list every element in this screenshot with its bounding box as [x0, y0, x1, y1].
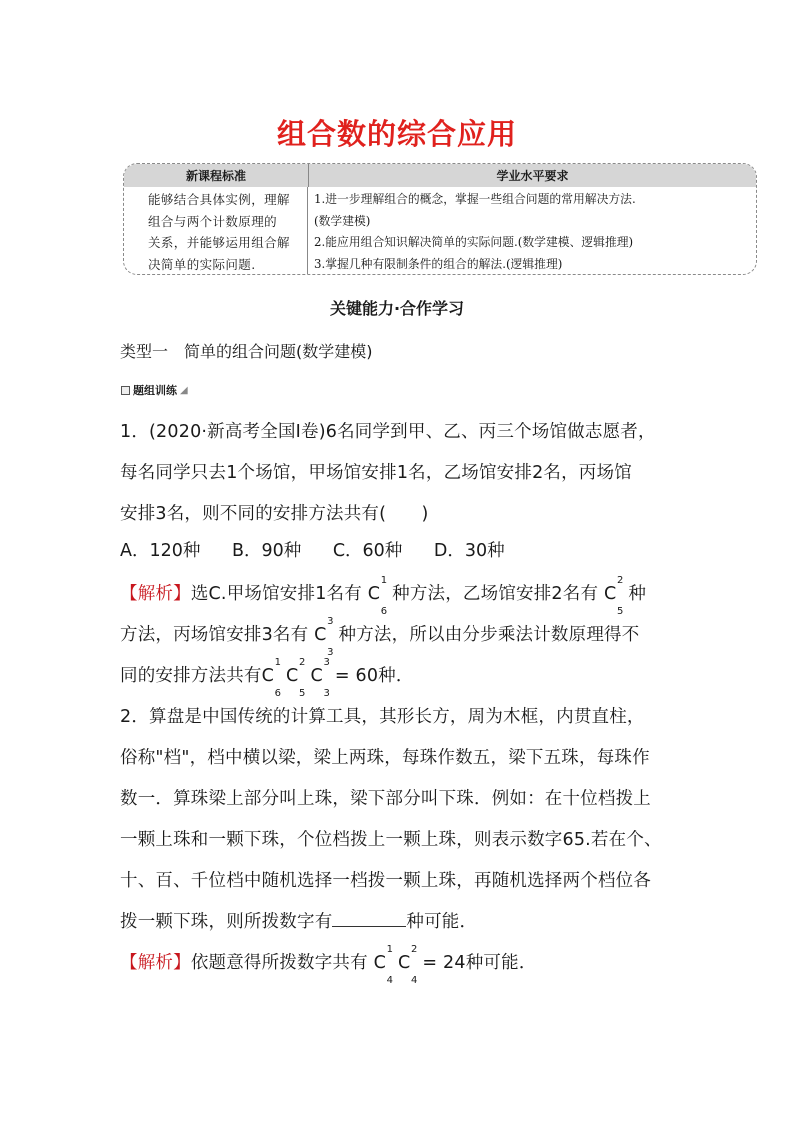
c-sup: 2	[411, 944, 418, 955]
c-sub: 4	[411, 975, 418, 986]
question-line: 十、百、千位档中随机选择一档拨一颗上珠，再随机选择两个档位各	[120, 871, 651, 891]
c-letter: C	[314, 625, 327, 645]
c-sup: 1	[274, 657, 282, 668]
c-sub: 5	[616, 606, 624, 617]
c-sup: 2	[299, 657, 306, 668]
c-letter: C	[398, 953, 411, 973]
question-line: 安排3名，则不同的安排方法共有( )	[120, 504, 429, 524]
c-sup: 1	[386, 944, 394, 955]
answer-2	[120, 943, 680, 984]
question-1	[120, 412, 680, 535]
square-icon	[121, 386, 130, 395]
c-sup: 2	[616, 575, 624, 586]
analysis-tag: 【解析】	[120, 953, 191, 973]
standard-line: 组合与两个计数原理的	[148, 213, 278, 229]
c-sub: 5	[299, 688, 306, 699]
training-label	[121, 382, 188, 398]
option-d: D．30种	[433, 541, 505, 561]
answer-text: = 60种．	[334, 666, 414, 686]
question-2	[120, 697, 680, 943]
standards-header	[124, 164, 756, 187]
combination-c42	[398, 943, 422, 984]
c-letter: C	[373, 953, 386, 973]
question-line	[120, 902, 680, 943]
combination-c33	[310, 656, 334, 697]
combination-c61	[262, 656, 286, 697]
c-sub: 6	[274, 688, 282, 699]
question-line: 一颗上珠和一颗下珠，个位档拨上一颗上珠，则表示数字65.若在个、	[120, 830, 662, 850]
c-sub: 6	[380, 606, 388, 617]
requirement-line: (数学建模)	[314, 213, 371, 228]
answer-text: 种方法，所以由分步乘法计数原理得不	[338, 625, 640, 645]
question-1-options	[120, 537, 531, 562]
answer-text: 同的安排方法共有	[120, 666, 262, 686]
answer-line	[120, 615, 680, 656]
c-sup: 3	[327, 616, 334, 627]
requirement-line: 1.进一步理解组合的概念，掌握一些组合问题的常用解决方法.	[314, 192, 636, 206]
question-line: 2．算盘是中国传统的计算工具，其形长方，周为木框，内贯直柱，	[120, 707, 645, 727]
combination-c52	[286, 656, 310, 697]
answer-text: 方法，丙场馆安排3名有	[120, 625, 309, 645]
requirement-line: 3.掌握几种有限制条件的组合的解法.(逻辑推理)	[314, 256, 563, 271]
c-letter: C	[286, 666, 299, 686]
standards-table	[123, 163, 757, 275]
section-title: 关键能力·合作学习	[329, 299, 465, 318]
c-letter: C	[603, 584, 617, 604]
c-sub: 3	[327, 647, 334, 658]
standards-body	[124, 187, 756, 274]
c-sup: 3	[323, 657, 331, 668]
header-requirements: 学业水平要求	[496, 169, 569, 183]
answer-blank	[332, 908, 406, 927]
training-label-text: 题组训练	[133, 384, 177, 397]
c-letter: C	[310, 666, 323, 686]
standard-line: 能够结合具体实例，理解	[148, 192, 290, 207]
question-line: 1．(2020·新高考全国Ⅰ卷)6名同学到甲、乙、丙三个场馆做志愿者，	[120, 422, 656, 442]
answer-text: 种	[628, 584, 647, 604]
combination-c61	[368, 574, 392, 615]
option-b: B．90种	[231, 541, 302, 561]
answer-text: 依题意得所拨数字共有	[190, 953, 368, 973]
c-letter: C	[367, 584, 381, 604]
c-sup: 1	[380, 575, 388, 586]
requirement-text	[308, 187, 756, 274]
type-heading: 类型一 简单的组合问题(数学建模)	[120, 342, 373, 361]
answer-line	[120, 574, 680, 615]
combination-c33	[314, 615, 338, 656]
c-sub: 3	[323, 688, 331, 699]
answer-text: = 24种可能．	[422, 953, 537, 973]
answer-line	[120, 656, 680, 697]
question-text: 拨一颗下珠，则所拨数字有	[120, 912, 333, 932]
option-a: A．120种	[120, 541, 201, 561]
swoosh-icon: ◢	[180, 384, 188, 396]
header-new-standard: 新课程标准	[124, 164, 309, 187]
standard-text	[124, 187, 308, 274]
c-sub: 4	[386, 975, 394, 986]
standard-line: 决简单的实际问题.	[148, 256, 256, 272]
analysis-tag: 【解析】	[120, 584, 191, 604]
question-line: 俗称"档"，档中横以梁，梁上两珠，每珠作数五，梁下五珠，每珠作	[120, 748, 650, 768]
answer-text: 种方法，乙场馆安排2名有	[392, 584, 599, 604]
combination-c52	[604, 574, 628, 615]
c-letter: C	[261, 666, 275, 686]
question-line: 每名同学只去1个场馆，甲场馆安排1名，乙场馆安排2名，丙场馆	[120, 463, 632, 483]
question-text: 种可能．	[406, 912, 478, 932]
answer-text: 选C.甲场馆安排1名有	[190, 584, 362, 604]
answer-1	[120, 574, 680, 697]
standard-line: 关系，并能够运用组合解	[148, 235, 290, 250]
page-title: 组合数的综合应用	[276, 117, 517, 151]
question-line: 数一．算珠梁上部分叫上珠，梁下部分叫下珠．例如：在十位档拨上	[120, 789, 651, 809]
option-c: C．60种	[332, 541, 403, 561]
answer-line	[120, 943, 680, 984]
combination-c41	[374, 943, 398, 984]
requirement-line: 2.能应用组合知识解决简单的实际问题.(数学建模、逻辑推理)	[314, 235, 634, 249]
